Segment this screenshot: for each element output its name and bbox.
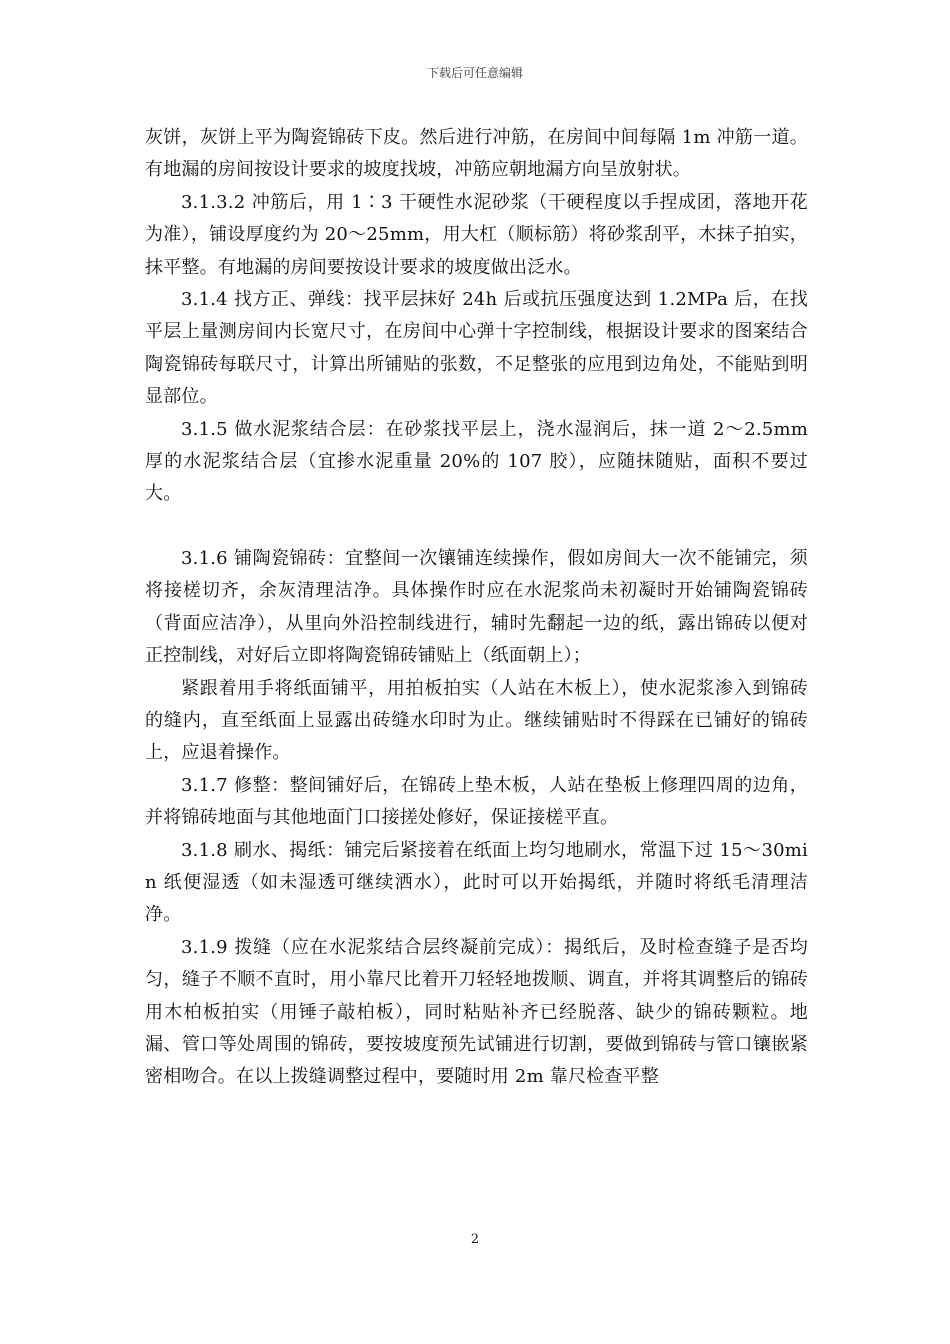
paragraph-continuation: 灰饼，灰饼上平为陶瓷锦砖下皮。然后进行冲筋，在房间中间每隔 1m 冲筋一道。有地漏的房间按设计要求的坡度找坡，冲筋应朝地漏方向呈放射状。	[145, 127, 808, 181]
paragraph-3-1-6-cont: 紧跟着用手将纸面铺平，用拍板拍实（人站在木板上），使水泥浆渗入到锦砖的缝内，直至纸面上显露出砖缝水印时为止。继续铺贴时不得踩在已铺好的锦砖上，应退着操作。	[145, 677, 808, 764]
paragraph-3-1-3-2: 3.1.3.2 冲筋后，用 1∶3 干硬性水泥砂浆（干硬程度以手捏成团，落地开花为准），铺设厚度约为 20～25mm，用大杠（顺标筋）将砂浆刮平，木抹子拍实，抹平整。有地漏的房间要按设计要求的坡度做出泛水。	[145, 191, 808, 278]
paragraph-3-1-8: 3.1.8 刷水、揭纸：铺完后紧接着在纸面上均匀地刷水，常温下过 15～30min 纸便湿透（如未湿透可继续洒水），此时可以开始揭纸，并随时将纸毛清理洁净。	[145, 839, 808, 926]
document-body	[145, 122, 808, 1094]
paragraph-3-1-9: 3.1.9 拨缝（应在水泥浆结合层终凝前完成）：揭纸后，及时检查缝子是否均匀，缝子不顺不直时，用小靠尺比着开刀轻轻地拨顺、调直，并将其调整后的锦砖用木柏板拍实（用锤子敲柏板），同时粘贴补齐已经脱落、缺少的锦砖颗粒。地漏、管口等处周围的锦砖，要按坡度预先试铺进行切割，要做到锦砖与管口镶嵌紧密相吻合。在以上拨缝调整过程中，要随时用 2m 靠尺检查平整	[145, 936, 808, 1088]
page-number: 2	[470, 1232, 480, 1247]
paragraph-3-1-7: 3.1.7 修整：整间铺好后，在锦砖上垫木板，人站在垫板上修理四周的边角，并将锦砖地面与其他地面门口接搓处修好，保证接槎平直。	[145, 774, 808, 829]
paragraph-3-1-6: 3.1.6 铺陶瓷锦砖：宜整间一次镶铺连续操作，假如房间大一次不能铺完，须将接槎切齐，余灰清理洁净。具体操作时应在水泥浆尚未初凝时开始铺陶瓷锦砖（背面应洁净），从里向外沿控制线进行，辅时先翻起一边的纸，露出锦砖以便对正控制线，对好后立即将陶瓷锦砖铺贴上（纸面朝上）；	[145, 547, 808, 667]
paragraph-3-1-5: 3.1.5 做水泥浆结合层：在砂浆找平层上，浇水湿润后，抹一道 2～2.5mm 厚的水泥浆结合层（宜掺水泥重量 20%的 107 胶），应随抹随贴，面积不要过大。	[145, 418, 808, 505]
page-header: 下载后可任意编辑	[426, 66, 523, 80]
paragraph-3-1-4: 3.1.4 找方正、弹线：找平层抹好 24h 后或抗压强度达到 1.2MPa 后，在找平层上量测房间内长宽尺寸，在房间中心弹十字控制线，根据设计要求的图案结合陶瓷锦砖每联尺寸，计算出所铺贴的张数，不足整张的应甩到边角处，不能贴到明显部位。	[145, 289, 808, 408]
